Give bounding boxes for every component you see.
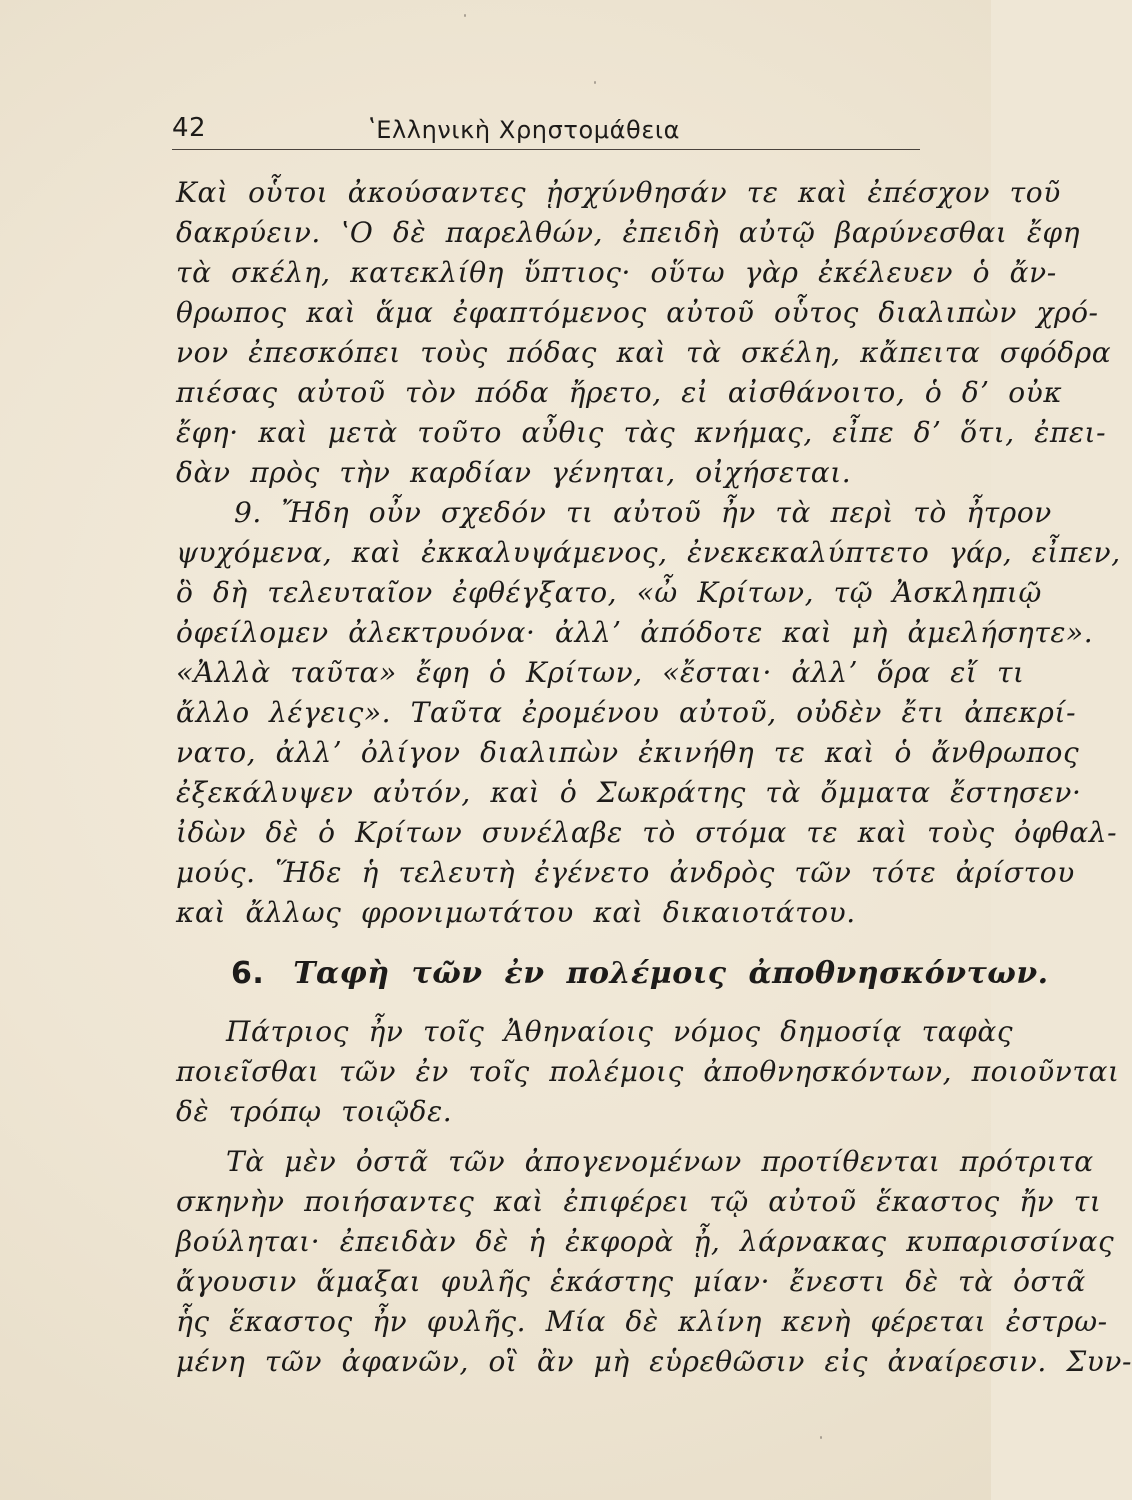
section-text-line: μένη τῶν ἀφανῶν, οἳ ἂν μὴ εὑρεθῶσιν εἰς ἀναίρεσιν. Συν- (176, 1345, 1132, 1378)
text-line: νατο, ἀλλʼ ὀλίγον διαλιπὼν ἐκινήθη τε καὶ ὁ ἄνθρωπος (176, 736, 1080, 769)
text-line: ὀφείλομεν ἀλεκτρυόνα· ἀλλʼ ἀπόδοτε καὶ μὴ ἀμελήσητε». (176, 616, 1094, 649)
section-text-line: βούληται· ἐπειδὰν δὲ ἡ ἐκφορὰ ᾖ, λάρνακας κυπαρισσίνας (176, 1225, 1115, 1258)
section-text-line: Τὰ μὲν ὀστᾶ τῶν ἀπογενομένων προτίθενται πρότριτα (226, 1145, 1094, 1178)
page-body (176, 174, 1132, 1381)
text-line: ὃ δὴ τελευταῖον ἐφθέγξατο, «ὦ Κρίτων, τῷ Ἀσκληπιῷ (176, 576, 1042, 609)
section-number: 6. (231, 956, 265, 991)
text-line: καὶ ἄλλως φρονιμωτάτου καὶ δικαιοτάτου. (176, 896, 856, 929)
section-text-line: ἄγουσιν ἅμαξαι φυλῆς ἑκάστης μίαν· ἔνεστι δὲ τὰ ὀστᾶ (176, 1265, 1086, 1298)
running-head-title: ʽΕλληνικὴ Χρηστομάθεια (368, 116, 681, 144)
header-rule (172, 149, 920, 150)
page-header (172, 108, 920, 154)
text-line: δὰν πρὸς τὴν καρδίαν γένηται, οἰχήσεται. (176, 456, 852, 489)
section-text-line: Πάτριος ἦν τοῖς Ἀθηναίοις νόμος δημοσίᾳ ταφὰς (226, 1015, 1014, 1048)
text-line: πιέσας αὐτοῦ τὸν πόδα ἤρετο, εἰ αἰσθάνοιτο, ὁ δʼ οὐκ (176, 376, 1063, 409)
page-number: 42 (172, 113, 207, 143)
text-line: νον ἐπεσκόπει τοὺς πόδας καὶ τὰ σκέλη, κἄπειτα σφόδρα (176, 336, 1112, 369)
paper-speck (464, 14, 466, 17)
section-text-line: σκηνὴν ποιήσαντες καὶ ἐπιφέρει τῷ αὐτοῦ ἕκαστος ἤν τι (176, 1185, 1102, 1218)
section-text-line: ἧς ἕκαστος ἦν φυλῆς. Μία δὲ κλίνη κενὴ φέρεται ἐστρω- (176, 1305, 1108, 1338)
text-line: ψυχόμενα, καὶ ἐκκαλυψάμενος, ἐνεκεκαλύπτετο γάρ, εἶπεν, (176, 536, 1121, 569)
paragraph-9-line: 9. Ἤδη οὖν σχεδόν τι αὐτοῦ ἦν τὰ περὶ τὸ ἦτρον (234, 496, 1052, 529)
section-text-line: ποιεῖσθαι τῶν ἐν τοῖς πολέμοις ἀποθνησκόντων, ποιοῦνται (176, 1055, 1120, 1088)
section-title-text: Ταφὴ τῶν ἐν πολέμοις ἀποθνησκόντων. (293, 956, 1049, 991)
text-line: ἔφη· καὶ μετὰ τοῦτο αὖθις τὰς κνήμας, εἶπε δʼ ὅτι, ἐπει- (176, 416, 1107, 449)
section-text-line: δὲ τρόπῳ τοιῷδε. (176, 1095, 453, 1128)
text-line: Καὶ οὗτοι ἀκούσαντες ᾐσχύνθησάν τε καὶ ἐπέσχον τοῦ (176, 176, 1061, 209)
text-line: ἰδὼν δὲ ὁ Κρίτων συνέλαβε τὸ στόμα τε καὶ τοὺς ὀφθαλ- (176, 816, 1118, 849)
paper-speck (820, 1436, 822, 1439)
text-line: ἄλλο λέγεις». Ταῦτα ἐρομένου αὐτοῦ, οὐδὲν ἔτι ἀπεκρί- (176, 696, 1077, 729)
paper-speck (594, 81, 596, 84)
text-line: τὰ σκέλη, κατεκλίθη ὕπτιος· οὕτω γὰρ ἐκέλευεν ὁ ἄν- (176, 256, 1057, 289)
text-line: θρωπος καὶ ἅμα ἐφαπτόμενος αὐτοῦ οὗτος διαλιπὼν χρό- (176, 296, 1099, 329)
text-line: ἐξεκάλυψεν αὐτόν, καὶ ὁ Σωκράτης τὰ ὄμματα ἔστησεν· (176, 776, 1082, 809)
text-line: δακρύειν. ʽΟ δὲ παρελθών, ἐπειδὴ αὐτῷ βαρύνεσθαι ἔφη (176, 216, 1081, 249)
text-line: «Ἀλλὰ ταῦτα» ἔφη ὁ Κρίτων, «ἔσται· ἀλλʼ ὅρα εἴ τι (176, 656, 1025, 689)
section-heading (176, 951, 1049, 996)
text-line: μούς. Ἥδε ἡ τελευτὴ ἐγένετο ἀνδρὸς τῶν τότε ἀρίστου (176, 856, 1075, 889)
